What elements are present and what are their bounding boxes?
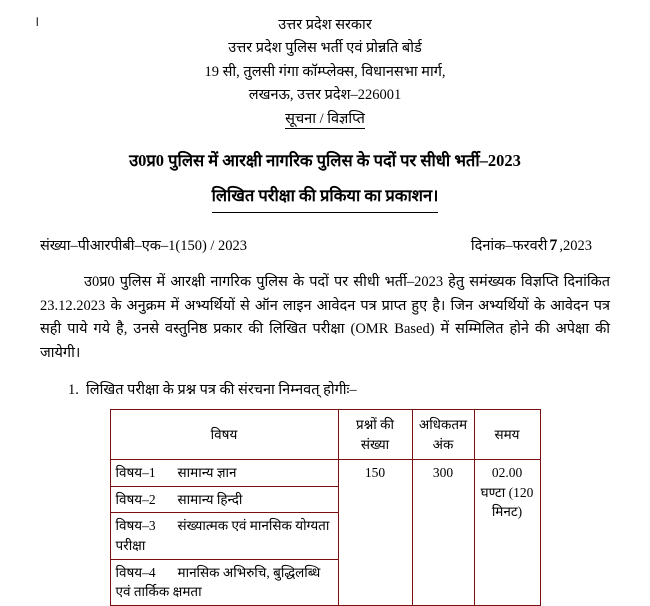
date-prefix: दिनांक–फरवरी [470, 238, 548, 255]
time-cell: 02.00 घण्टा (120 मिनट) [474, 460, 540, 605]
subject-name: सामान्य हिन्दी [177, 491, 243, 507]
document-page [0, 14, 650, 600]
subject-label: विषय–2 [115, 491, 156, 507]
header-time: समय [474, 410, 540, 460]
date-day: 7 [549, 237, 558, 255]
subject-cell [110, 559, 338, 605]
reference-date-row [40, 235, 610, 255]
subject-name: संख्यात्मक एवं मानसिक योग्यता परीक्षा [115, 518, 330, 554]
subject-label: विषय–3 [115, 518, 156, 534]
paragraph-text: उ0प्र0 पुलिस में आरक्षी नागरिक पुलिस के पदों पर सीधी भर्ती–2023 हेतु समंख्यक विज्ञप्ति दिनांकित 23.12.2023 के अनुक्रम में अभ्यर्थियों से ऑन लाइन आवेदन पत्र प्राप्त हुए है। जिन अभ्यर्थियों के आवेदन पत्र सही पाये गये है, उनसे वस्तुनिष्ठ प्रकार की लिखित परीक्षा (OMR Based) में सम्मिलित होने की अपेक्षा की जायेगी। [40, 274, 610, 361]
letterhead-line-2: उत्तर प्रदेश पुलिस भर्ती एवं प्रोन्नति बोर्ड [228, 40, 422, 57]
header-question-count: प्रश्नों की संख्या [338, 410, 412, 460]
letterhead-line-4: लखनऊ, उत्तर प्रदेश–226001 [248, 87, 402, 104]
table-row [110, 460, 540, 487]
title-sub-wrapper [40, 176, 610, 213]
letterhead-line-1: उत्तर प्रदेश सरकार [278, 17, 372, 33]
table-header-row [110, 410, 540, 460]
page-title: उ0प्र0 पुलिस में आरक्षी नागरिक पुलिस के पदों पर सीधी भर्ती–2023 [129, 151, 521, 171]
document-title-block [40, 147, 610, 213]
subject-name: सामान्य ज्ञान [177, 465, 237, 481]
notice-label: सूचना / विज्ञप्ति [285, 110, 365, 129]
header-subject: विषय [110, 410, 338, 460]
subject-label: विषय–1 [115, 465, 156, 481]
numbered-list-item [40, 379, 610, 399]
question-count-cell: 150 [338, 460, 412, 605]
body-paragraph [40, 271, 610, 365]
letterhead-line-3: 19 सी, तुलसी गंगा कॉम्प्लेक्स, विधानसभा मार्ग, [204, 63, 446, 80]
list-item-text: लिखित परीक्षा के प्रश्न पत्र की संरचना निम्नवत् होगीः– [86, 382, 357, 399]
reference-number: संख्या–पीआरपीबी–एक–1(150) / 2023 [40, 238, 248, 255]
date-suffix: ,2023 [559, 238, 592, 255]
notice-label-wrapper [40, 108, 610, 131]
subject-cell [110, 460, 338, 487]
subject-name: मानसिक अभिरुचि, बुद्धिलब्धि एवं तार्किक क्षमता [115, 564, 321, 600]
corner-mark: । [34, 15, 41, 30]
max-marks-cell: 300 [412, 460, 474, 605]
page-subtitle: लिखित परीक्षा की प्रकिया का प्रकाशन। [212, 182, 439, 213]
subject-label: विषय–4 [115, 564, 156, 580]
title-main-wrapper [40, 147, 610, 176]
document-date [471, 235, 610, 255]
subject-cell [110, 513, 338, 559]
header-max-marks: अधिकतम अंक [412, 410, 474, 460]
subject-cell [110, 486, 338, 513]
letterhead [40, 14, 610, 131]
exam-structure-table [110, 409, 541, 606]
list-item-number: 1. [68, 382, 79, 399]
